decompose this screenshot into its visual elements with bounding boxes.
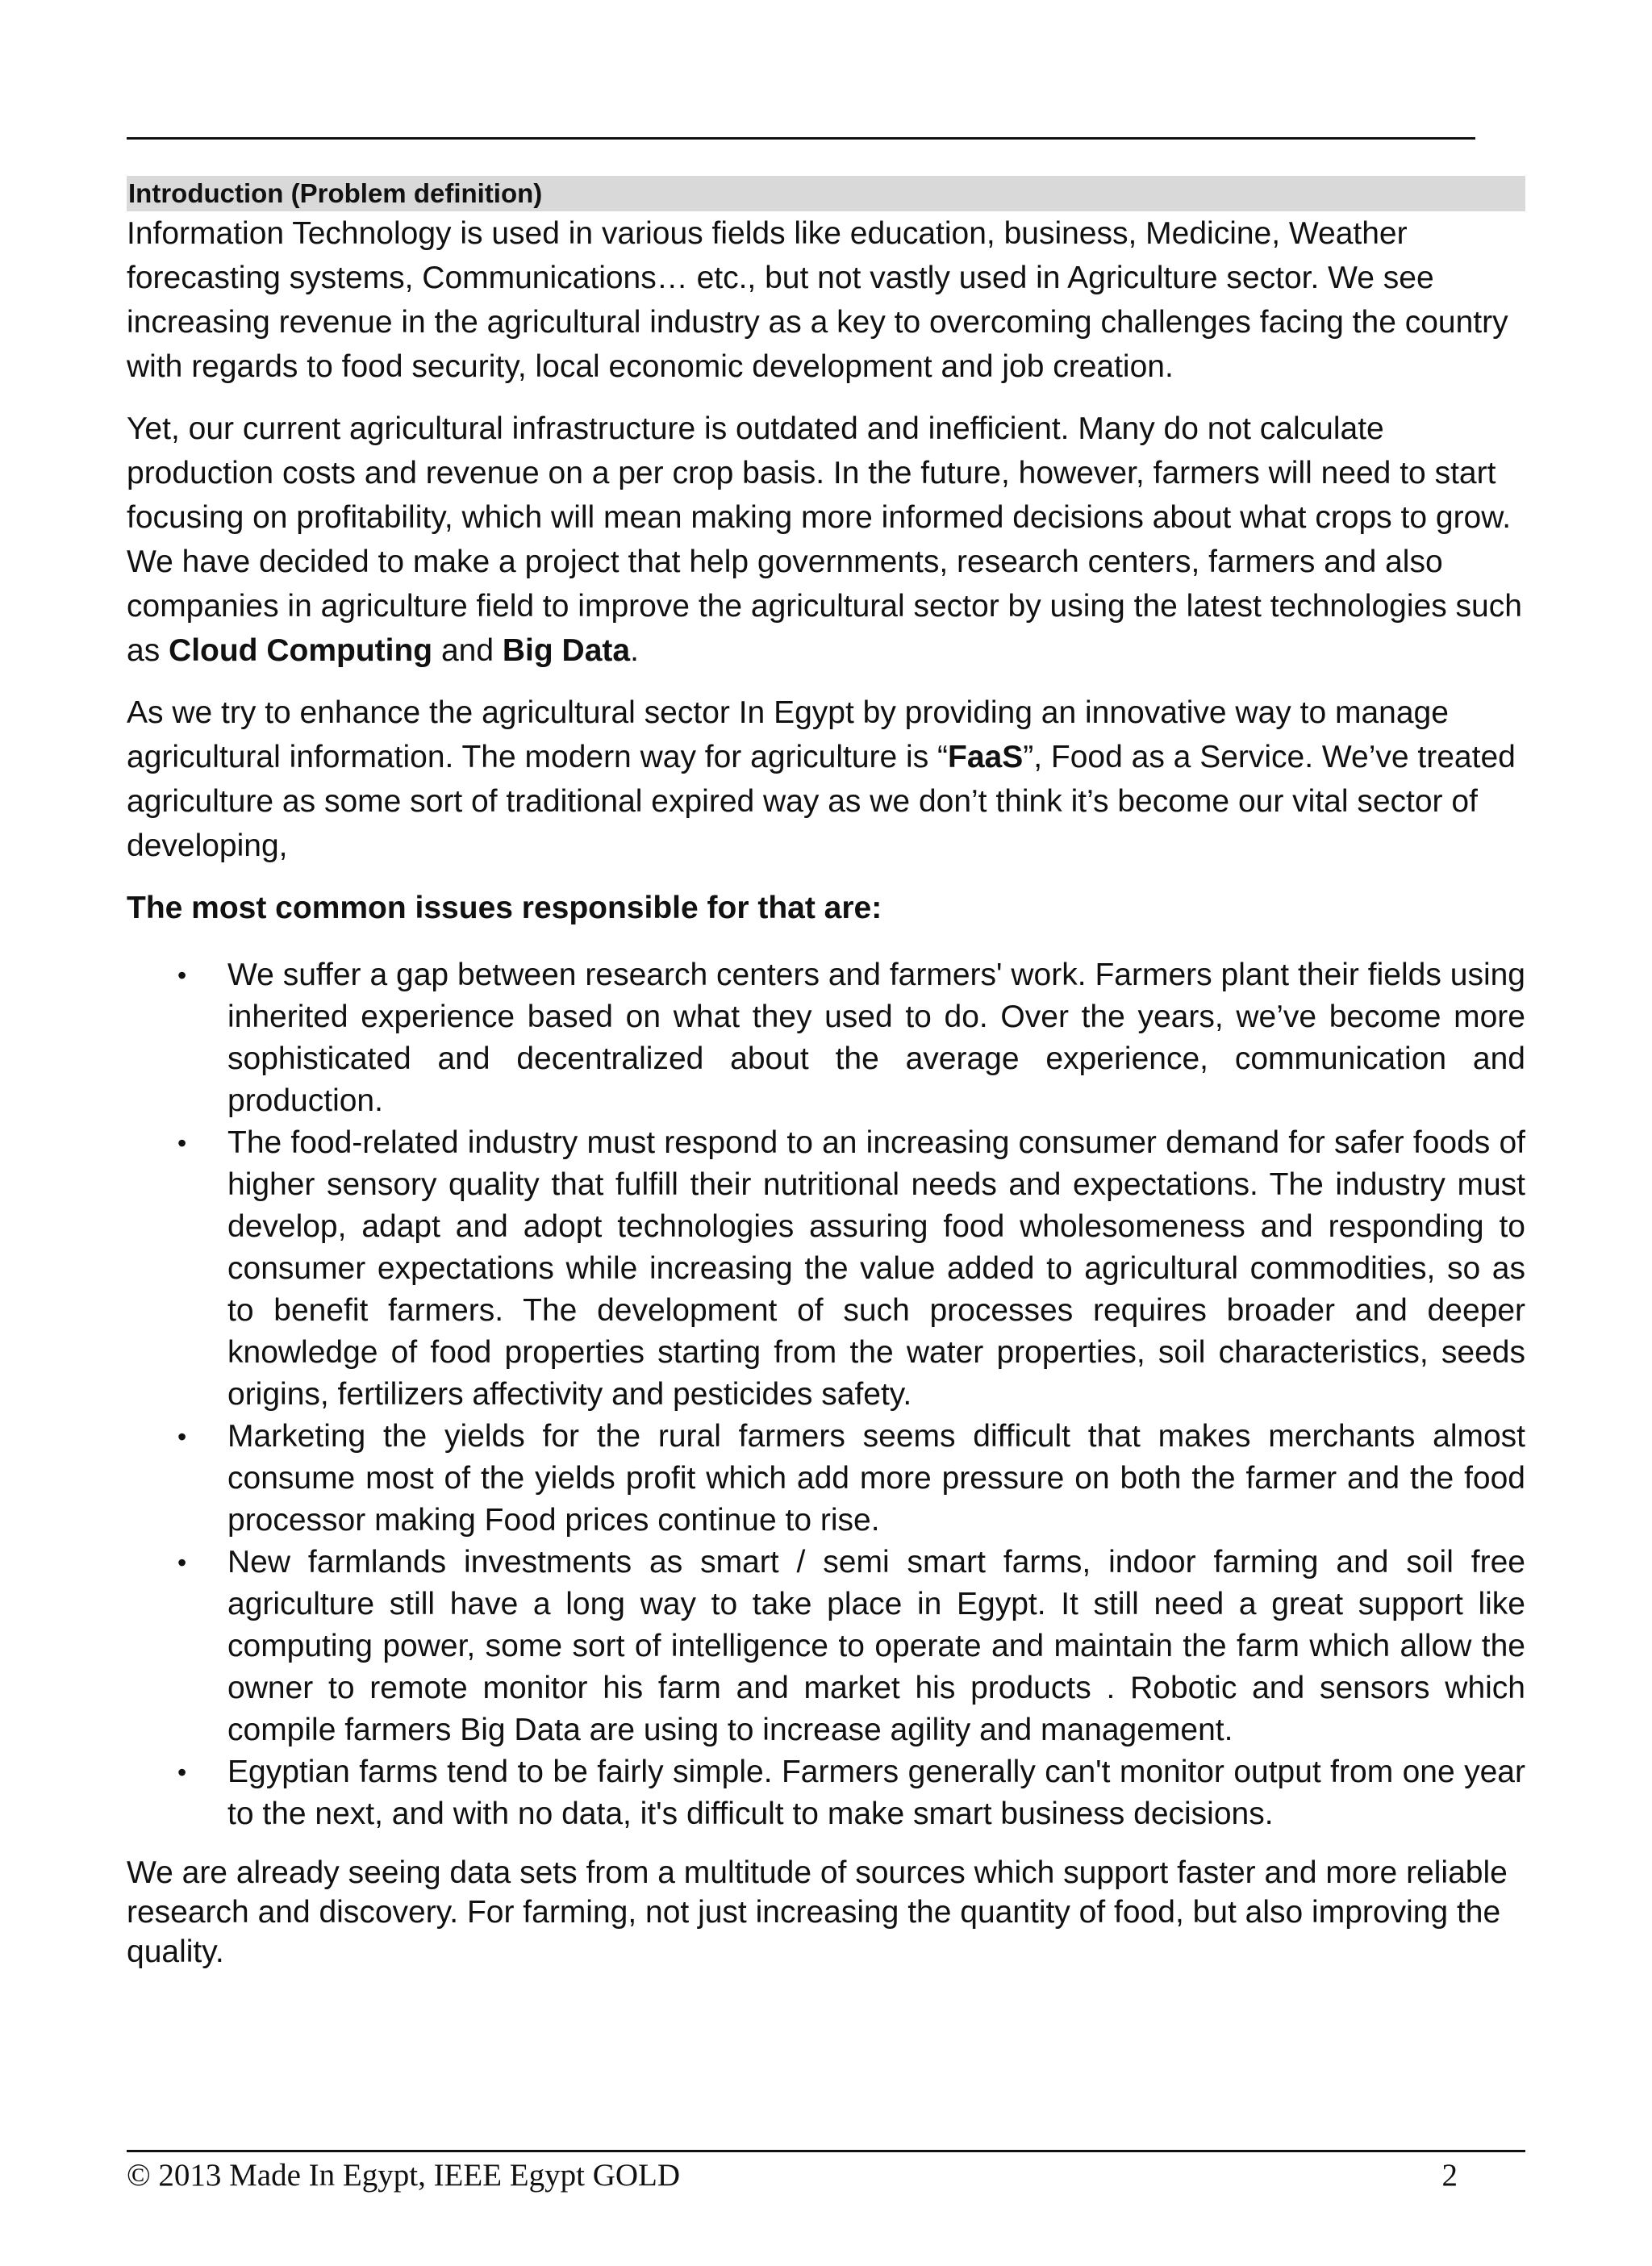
issue-text: Marketing the yields for the rural farmers seems difficult that makes merchants almost consume most of the yields profit which add more pressure on both the farmer and the food processor making Food prices continue to rise. xyxy=(227,1419,1525,1538)
page-footer xyxy=(127,2155,1458,2196)
faas-paragraph xyxy=(127,691,1525,868)
bullet-icon: • xyxy=(177,1548,187,1577)
issue-item xyxy=(127,1542,1525,1751)
bullet-icon: • xyxy=(177,1422,187,1451)
copyright-text: © 2013 Made In Egypt, IEEE Egypt GOLD xyxy=(127,2158,681,2193)
big-data-term: Big Data xyxy=(502,633,631,668)
document-body xyxy=(127,176,1525,1989)
issue-item xyxy=(127,954,1525,1122)
issues-heading: The most common issues responsible for that are: xyxy=(127,891,882,925)
page-number: 2 xyxy=(1441,2158,1458,2193)
issues-list xyxy=(127,954,1525,1835)
faas-intro-text: As we try to enhance the agricultural sector In Egypt by providing an innovative way to manage agricultural information. The modern way for agriculture is “ xyxy=(127,695,1449,774)
period-text: . xyxy=(630,633,639,668)
cloud-computing-term: Cloud Computing xyxy=(169,633,433,668)
bullet-icon: • xyxy=(177,1129,187,1158)
conjunction-text: and xyxy=(432,633,503,668)
intro-paragraph: Information Technology is used in various fields like education, business, Medicine, Weather forecasting systems, Communications… etc., but not vastly used in Agriculture sector. We see increasing revenue in the agricultural industry as a key to overcoming challenges facing the country with regards to food security, local economic development and job creation. xyxy=(127,216,1508,384)
infrastructure-text: Yet, our current agricultural infrastructure is outdated and inefficient. Many do not calculate production costs and revenue on a per crop basis. In the future, however, farmers will need to start focusing on profitability, which will mean making more informed decisions about what crops to grow. We have decided to make a project that help governments, research centers, farmers and also companies in agriculture field to improve the agricultural sector by using the latest technologies such as xyxy=(127,411,1522,668)
header-rule xyxy=(127,137,1475,140)
issue-text: Egyptian farms tend to be fairly simple. Farmers generally can't monitor output from one year to the next, and with no data, it's difficult to make smart business decisions. xyxy=(227,1755,1525,1831)
faas-end-text: ”, Food as a Service. We’ve treated agriculture as some sort of traditional expired way as we don’t think it’s become our vital sector of developing, xyxy=(127,740,1516,863)
issue-text: New farmlands investments as smart / semi smart farms, indoor farming and soil free agriculture still have a long way to take place in Egypt. It still need a great support like computing power, some sort of intelligence to operate and maintain the farm which allow the owner to remote monitor his farm and market his products . Robotic and sensors which compile farmers Big Data are using to increase agility and management. xyxy=(227,1545,1525,1747)
footer-rule xyxy=(127,2150,1525,2152)
closing-paragraph: We are already seeing data sets from a multitude of sources which support faster and more reliable research and discovery. For farming, not just increasing the quantity of food, but also improving the quality. xyxy=(127,1855,1508,1969)
bullet-icon: • xyxy=(177,961,187,990)
issue-text: We suffer a gap between research centers and farmers' work. Farmers plant their fields using inherited experience based on what they used to do. Over the years, we’ve become more sophisticated and decentralized about the average experience, communication and production. xyxy=(227,958,1525,1118)
faas-term: FaaS xyxy=(948,740,1024,774)
infrastructure-paragraph xyxy=(127,407,1525,673)
section-heading: Introduction (Problem definition) xyxy=(127,176,1525,211)
issue-item xyxy=(127,1122,1525,1416)
issue-text: The food-related industry must respond to an increasing consumer demand for safer foods of higher sensory quality that fulfill their nutritional needs and expectations. The industry must develop, adapt and adopt technologies assuring food wholesomeness and responding to consumer expectations while increasing the value added to agricultural commodities, so as to benefit farmers. The development of such processes requires broader and deeper knowledge of food properties starting from the water properties, soil characteristics, seeds origins, fertilizers affectivity and pesticides safety. xyxy=(227,1125,1525,1412)
issue-item xyxy=(127,1416,1525,1542)
bullet-icon: • xyxy=(177,1758,187,1787)
issue-item xyxy=(127,1751,1525,1835)
